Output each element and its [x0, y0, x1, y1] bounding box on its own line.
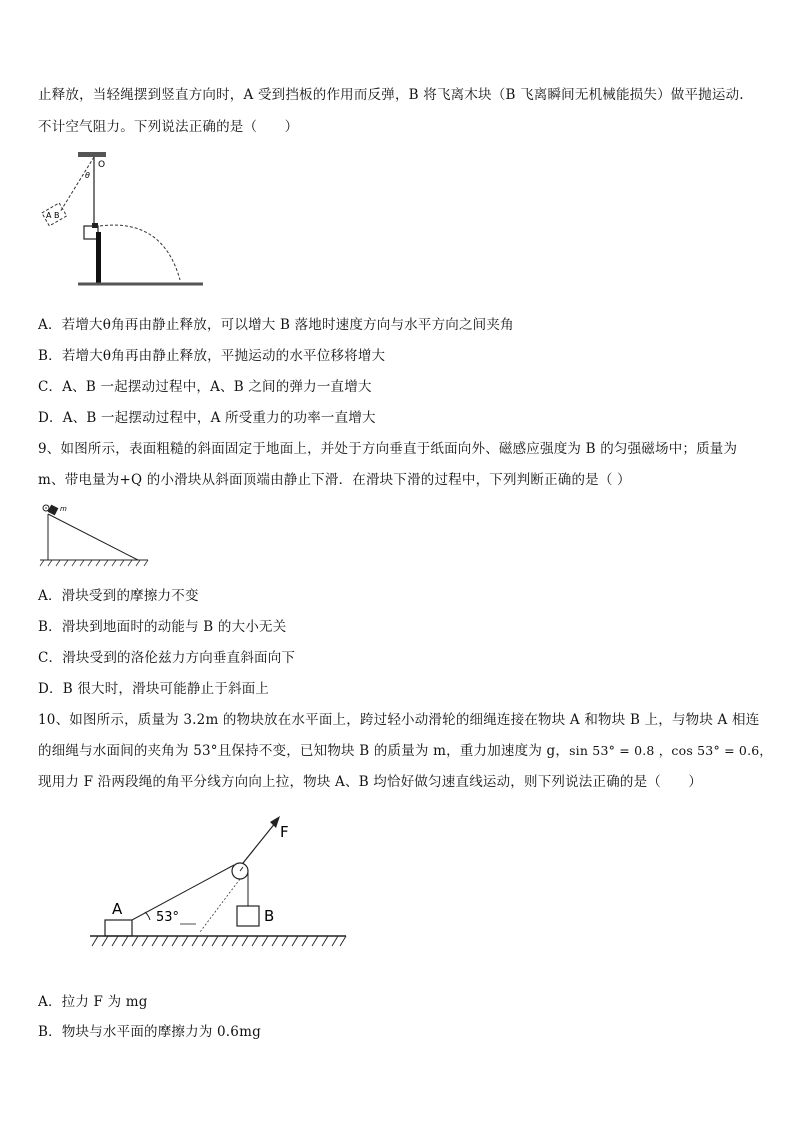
q9-option-a: A．滑块受到的摩擦力不变: [38, 588, 199, 604]
q10-text-line-2a: 的细绳与水面间的夹角为 53°且保持不变，已知物块 B 的质量为 m，重力加速度为 g，: [38, 743, 570, 759]
q8-pendulum-figure: [38, 150, 218, 295]
q9-incline-figure: [38, 500, 158, 570]
q9-option-b: B．滑块到地面时的动能与 B 的大小无关: [38, 619, 287, 635]
q8-option-b: B．若增大θ角再由静止释放，平抛运动的水平位移将增大: [38, 348, 386, 364]
q10-text-line-1: 10、如图所示，质量为 3.2m 的物块放在水平面上，跨过轻小动滑轮的细绳连接在物块 A 和物块 B 上，与物块 A 相连: [38, 712, 760, 728]
q9-mass-label: m: [60, 505, 67, 513]
q8-option-a: A．若增大θ角再由静止释放，可以增大 B 落地时速度方向与水平方向之间夹角: [38, 317, 514, 333]
q8-option-d: D．A、B 一起摆动过程中，A 所受重力的功率一直增大: [38, 410, 376, 426]
q8-angle-label: θ: [85, 171, 90, 180]
q8-blocks-label: A B: [46, 211, 60, 220]
q10-option-b: B．物块与水平面的摩擦力为 0.6mg: [38, 1024, 261, 1040]
q10-block-b-label: B: [264, 907, 275, 925]
q10-block-a-label: A: [112, 900, 123, 918]
q10-trig-values: sin 53° = 0.8 ，cos 53° = 0.6，: [569, 743, 773, 758]
q10-pulley-figure: [88, 810, 358, 960]
q10-text-line-3: 现用力 F 沿两段绳的角平分线方向向上拉，物块 A、B 均恰好做匀速直线运动，则下列说法正确的是（ ）: [38, 774, 703, 790]
q9-text-line-1: 9、如图所示，表面粗糙的斜面固定于地面上，并处于方向垂直于纸面向外、磁感应强度为 B 的匀强磁场中；质量为: [38, 441, 738, 457]
q8-text-line-2: 不计空气阻力。下列说法正确的是（ ）: [38, 119, 299, 135]
q8-pivot-label: O: [98, 160, 106, 170]
q10-option-a: A．拉力 F 为 mg: [38, 994, 148, 1010]
q9-text-line-2: m、带电量为+Q 的小滑块从斜面顶端由静止下滑．在滑块下滑的过程中，下列判断正确的是（ ）: [38, 472, 631, 488]
q9-option-d: D．B 很大时，滑块可能静止于斜面上: [38, 681, 270, 697]
q10-text-line-2: [38, 739, 772, 759]
q8-text-line-1: 止释放，当轻绳摆到竖直方向时，A 受到挡板的作用而反弹，B 将飞离木块（B 飞离瞬间无机械能损失）做平抛运动.: [38, 87, 744, 103]
q9-option-c: C．滑块受到的洛伦兹力方向垂直斜面向下: [38, 650, 296, 666]
q8-option-c: C．A、B 一起摆动过程中，A、B 之间的弹力一直增大: [38, 379, 372, 395]
q10-angle-label: 53°: [156, 910, 180, 925]
q10-force-label: F: [280, 823, 289, 841]
